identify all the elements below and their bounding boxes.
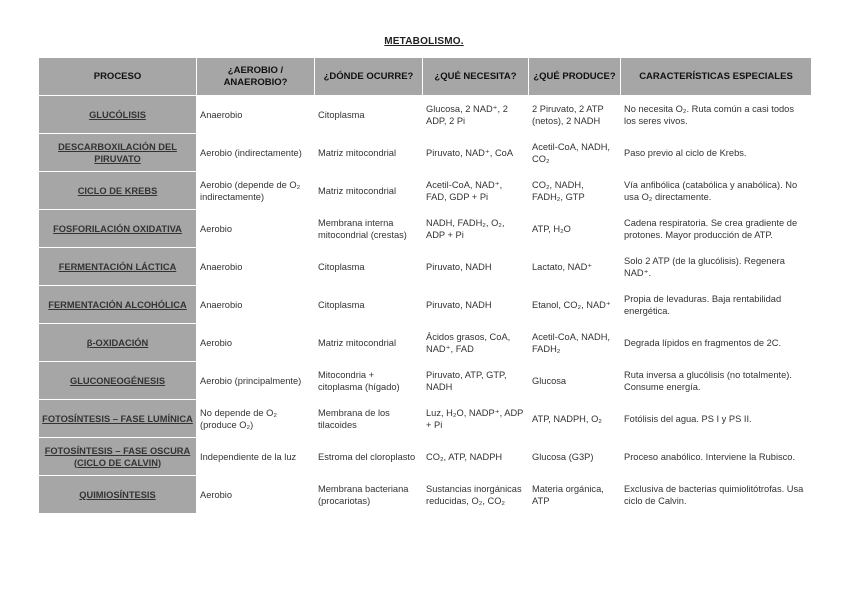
outputs-cell: Acetil-CoA, NADH, FADH₂ [529,324,621,362]
process-name: FOTOSÍNTESIS – FASE LUMÍNICA [39,400,197,438]
header-donde: ¿DÓNDE OCURRE? [315,58,423,96]
header-produce: ¿QUÉ PRODUCE? [529,58,621,96]
aerobic-cell: Independiente de la luz [197,438,315,476]
process-name: FERMENTACIÓN ALCOHÓLICA [39,286,197,324]
features-cell: Degrada lípidos en fragmentos de 2C. [621,324,812,362]
aerobic-cell: Anaerobio [197,286,315,324]
outputs-cell: Glucosa (G3P) [529,438,621,476]
location-cell: Citoplasma [315,248,423,286]
location-cell: Membrana interna mitocondrial (crestas) [315,210,423,248]
process-name: DESCARBOXILACIÓN DEL PIRUVATO [39,134,197,172]
features-cell: No necesita O₂. Ruta común a casi todos los seres vivos. [621,96,812,134]
inputs-cell: Acetil-CoA, NAD⁺, FAD, GDP + Pi [423,172,529,210]
inputs-cell: NADH, FADH₂, O₂, ADP + Pi [423,210,529,248]
outputs-cell: ATP, NADPH, O₂ [529,400,621,438]
table-row [39,96,812,134]
inputs-cell: Ácidos grasos, CoA, NAD⁺, FAD [423,324,529,362]
features-cell: Exclusiva de bacterias quimiolitótrofas. Usa ciclo de Calvin. [621,476,812,514]
location-cell: Membrana de los tilacoides [315,400,423,438]
features-cell: Propia de levaduras. Baja rentabilidad energética. [621,286,812,324]
outputs-cell: CO₂, NADH, FADH₂, GTP [529,172,621,210]
location-cell: Matriz mitocondrial [315,324,423,362]
outputs-cell: Acetil-CoA, NADH, CO₂ [529,134,621,172]
header-row [39,58,812,96]
process-name: FOSFORILACIÓN OXIDATIVA [39,210,197,248]
process-name: CICLO DE KREBS [39,172,197,210]
inputs-cell: CO₂, ATP, NADPH [423,438,529,476]
inputs-cell: Luz, H₂O, NADP⁺, ADP + Pi [423,400,529,438]
location-cell: Citoplasma [315,286,423,324]
aerobic-cell: Anaerobio [197,96,315,134]
aerobic-cell: Aerobio (indirectamente) [197,134,315,172]
location-cell: Estroma del cloroplasto [315,438,423,476]
header-necesita: ¿QUÉ NECESITA? [423,58,529,96]
inputs-cell: Piruvato, NADH [423,248,529,286]
inputs-cell: Piruvato, NADH [423,286,529,324]
outputs-cell: Lactato, NAD⁺ [529,248,621,286]
inputs-cell: Sustancias inorgánicas reducidas, O₂, CO₂ [423,476,529,514]
table-row [39,248,812,286]
process-name: GLUCÓLISIS [39,96,197,134]
table-row [39,286,812,324]
features-cell: Proceso anabólico. Interviene la Rubisco. [621,438,812,476]
table-row [39,324,812,362]
aerobic-cell: Aerobio [197,476,315,514]
aerobic-cell: No depende de O₂ (produce O₂) [197,400,315,438]
features-cell: Paso previo al ciclo de Krebs. [621,134,812,172]
outputs-cell: Materia orgánica, ATP [529,476,621,514]
aerobic-cell: Aerobio [197,210,315,248]
table-row [39,210,812,248]
aerobic-cell: Aerobio [197,324,315,362]
table-row [39,134,812,172]
table-row [39,476,812,514]
inputs-cell: Piruvato, ATP, GTP, NADH [423,362,529,400]
table-row [39,362,812,400]
outputs-cell: ATP, H₂O [529,210,621,248]
header-proceso: PROCESO [39,58,197,96]
process-name: QUIMIOSÍNTESIS [39,476,197,514]
page-title: METABOLISMO. [384,36,464,47]
process-name: FOTOSÍNTESIS – FASE OSCURA (CICLO DE CALVIN) [39,438,197,476]
features-cell: Vía anfibólica (catabólica y anabólica). No usa O₂ directamente. [621,172,812,210]
location-cell: Citoplasma [315,96,423,134]
features-cell: Ruta inversa a glucólisis (no totalmente). Consume energía. [621,362,812,400]
outputs-cell: 2 Piruvato, 2 ATP (netos), 2 NADH [529,96,621,134]
table-row [39,400,812,438]
location-cell: Matriz mitocondrial [315,134,423,172]
aerobic-cell: Anaerobio [197,248,315,286]
location-cell: Membrana bacteriana (procariotas) [315,476,423,514]
process-name: β-OXIDACIÓN [39,324,197,362]
outputs-cell: Glucosa [529,362,621,400]
location-cell: Matriz mitocondrial [315,172,423,210]
aerobic-cell: Aerobio (depende de O₂ indirectamente) [197,172,315,210]
table-row [39,438,812,476]
features-cell: Cadena respiratoria. Se crea gradiente de protones. Mayor producción de ATP. [621,210,812,248]
header-caracteristicas: CARACTERÍSTICAS ESPECIALES [621,58,812,96]
table-row [39,172,812,210]
header-aerobio: ¿AEROBIO / ANAEROBIO? [197,58,315,96]
aerobic-cell: Aerobio (principalmente) [197,362,315,400]
features-cell: Fotólisis del agua. PS I y PS II. [621,400,812,438]
process-name: FERMENTACIÓN LÁCTICA [39,248,197,286]
location-cell: Mitocondria + citoplasma (hígado) [315,362,423,400]
features-cell: Solo 2 ATP (de la glucólisis). Regenera NAD⁺. [621,248,812,286]
process-name: GLUCONEOGÉNESIS [39,362,197,400]
inputs-cell: Glucosa, 2 NAD⁺, 2 ADP, 2 Pi [423,96,529,134]
metabolism-table [38,57,812,514]
inputs-cell: Piruvato, NAD⁺, CoA [423,134,529,172]
outputs-cell: Etanol, CO₂, NAD⁺ [529,286,621,324]
